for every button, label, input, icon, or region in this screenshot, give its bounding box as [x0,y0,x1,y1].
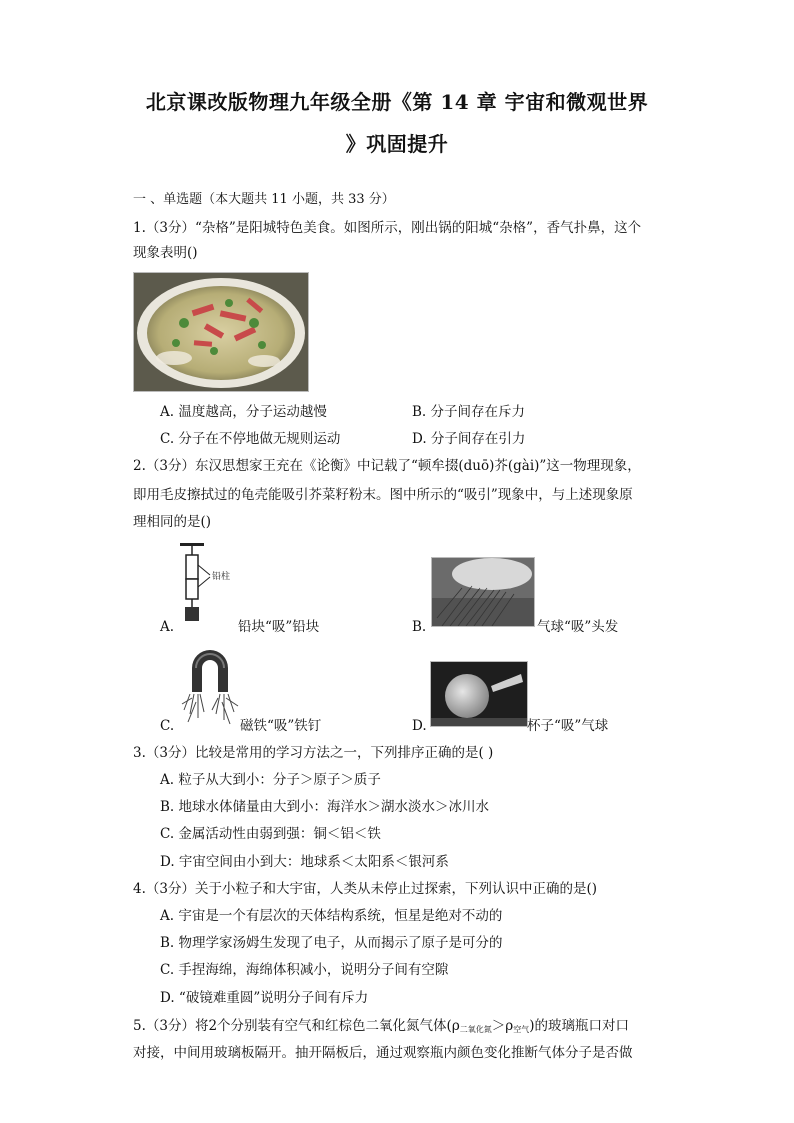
q3-option-d: D. 宇宙空间由小到大：地球系＜太阳系＜银河系 [160,854,449,870]
q5-sub-no2: 二氧化氮 [459,1025,492,1034]
q2-stem-line2: 即用毛皮擦拭过的龟壳能吸引芥菜籽粉末。图中所示的“吸引”现象中，与上述现象原 [133,487,633,503]
section-heading: 一 、单选题（本大题共 11 小题，共 33 分） [133,192,395,207]
q1-food-photo [133,272,309,392]
q2-figure-cup-balloon [430,661,528,727]
q5-line1-pre: 5.（3分）将2个分别装有空气和红棕色二氧化氮气体( [133,1018,452,1034]
q5-gt: ＞ [491,1018,506,1034]
q2-stem-line1: 2.（3分）东汉思想家王充在《论衡》中记载了“顿牟掇(duō)芥(gài)”这一物理现象， [133,458,641,474]
q3-option-c: C. 金属活动性由弱到强：铜＜铝＜铁 [160,826,381,842]
q1-stem-line1: 1.（3分）“杂格”是阳城特色美食。如图所示，刚出锅的阳城“杂格”，香气扑鼻，这个 [133,220,642,236]
q1-option-a: A. 温度越高，分子运动越慢 [160,404,327,420]
q2-figure-lead-blocks [176,541,238,633]
q2-option-a-text: 铅块“吸”铅块 [238,619,320,635]
q2-option-d-text: 杯子“吸”气球 [527,718,609,734]
q5-rho-1: ρ [451,1018,460,1034]
q5-stem-line1 [133,1016,629,1040]
q3-stem: 3.（3分）比较是常用的学习方法之一，下列排序正确的是( ) [133,745,494,761]
q4-option-d: D. “破镜难重圆”说明分子间有斥力 [160,990,369,1006]
q4-option-b: B. 物理学家汤姆生发现了电子，从而揭示了原子是可分的 [160,935,503,951]
q4-option-a: A. 宇宙是一个有层次的天体结构系统，恒星是绝对不动的 [160,908,503,924]
q5-rho-2: ρ [505,1018,514,1034]
page-title-continued: 》巩固提升 [345,132,449,156]
q2-figure-balloon-hair [431,557,535,627]
q2-option-c-text: 磁铁“吸”铁钉 [240,718,322,734]
q2-figure-magnet-nails [180,648,240,728]
q5-stem-line2: 对接，中间用玻璃板隔开。抽开隔板后，通过观察瓶内颜色变化推断气体分子是否做 [133,1045,633,1061]
q4-option-c: C. 手捏海绵，海绵体积减小，说明分子间有空隙 [160,962,449,978]
q2-option-b-text: 气球“吸”头发 [537,619,619,635]
q2-option-d-letter: D. [412,718,427,734]
q3-option-a: A. 粒子从大到小：分子＞原子＞质子 [160,772,381,788]
q2-figure-a-label: 铅柱 [212,572,231,582]
q1-option-d: D. 分子间存在引力 [412,431,526,447]
page-title: 北京课改版物理九年级全册《第 14 章 宇宙和微观世界 [145,90,649,114]
q2-option-b-letter: B. [412,619,427,635]
q1-option-b: B. 分子间存在斥力 [412,404,526,420]
q2-stem-line3: 理相同的是() [133,514,212,530]
q1-option-c: C. 分子在不停地做无规则运动 [160,431,341,447]
q1-stem-line2: 现象表明() [133,245,198,261]
q4-stem: 4.（3分）关于小粒子和大宇宙，人类从未停止过探索，下列认识中正确的是() [133,881,598,897]
q2-option-c-letter: C. [160,718,175,734]
q3-option-b: B. 地球水体储量由大到小：海洋水＞湖水淡水＞冰川水 [160,799,490,815]
q5-sub-air: 空气 [513,1025,530,1034]
q5-line1-post: )的玻璃瓶口对口 [529,1018,629,1034]
q2-option-a-letter: A. [160,619,175,635]
